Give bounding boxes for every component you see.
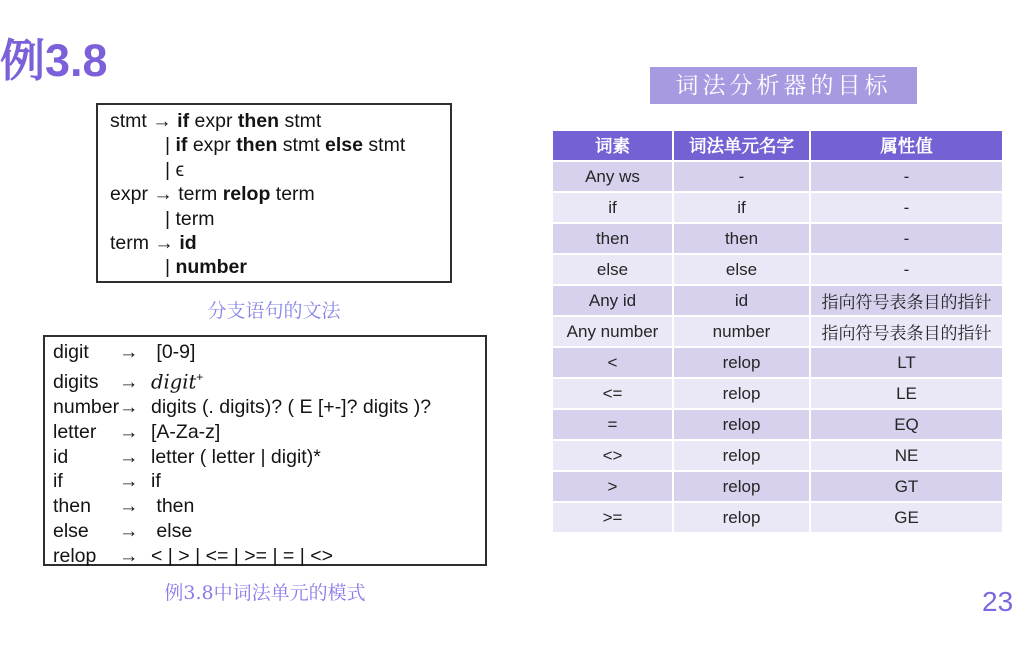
arrow-glyph: → xyxy=(119,470,139,493)
table-cell: relop xyxy=(674,472,809,501)
text-segment: then xyxy=(236,134,278,157)
grammar-production-line xyxy=(110,255,450,279)
table-cell: - xyxy=(811,162,1002,191)
text-segment: stmt xyxy=(362,134,406,157)
table-cell: 指向符号表条目的指针 xyxy=(811,317,1002,346)
token-name: if xyxy=(53,470,63,493)
text-segment: + xyxy=(196,369,204,384)
table-row xyxy=(553,193,1002,222)
pattern-rule-line xyxy=(53,365,485,395)
table-body xyxy=(553,162,1002,532)
table-row xyxy=(553,162,1002,191)
table-cell: = xyxy=(553,410,672,439)
token-name: digit xyxy=(53,341,89,363)
text-segment: number xyxy=(175,256,247,279)
token-name: id xyxy=(53,445,69,468)
text-segment: expr → term xyxy=(110,183,223,206)
table-cell: EQ xyxy=(811,410,1002,439)
table-row xyxy=(553,379,1002,408)
table-row xyxy=(553,472,1002,501)
table-cell: GT xyxy=(811,472,1002,501)
pattern-rule-line xyxy=(53,445,485,470)
token-name: letter xyxy=(53,420,97,443)
table-cell: - xyxy=(811,255,1002,284)
table-cell: <= xyxy=(553,379,672,408)
table-cell: - xyxy=(811,193,1002,222)
text-segment: < | > | <= | >= | = | <> xyxy=(151,544,333,567)
pattern-rule-line xyxy=(53,519,485,544)
table-cell: >= xyxy=(553,503,672,532)
grammar-production-line xyxy=(110,133,450,157)
table-cell: LE xyxy=(811,379,1002,408)
table-cell: else xyxy=(674,255,809,284)
arrow-glyph: → xyxy=(119,396,139,419)
text-segment: digit xyxy=(151,370,197,394)
grammar-production-line xyxy=(110,109,450,133)
table-head xyxy=(553,131,1002,160)
arrow-glyph: → xyxy=(119,445,139,468)
text-segment: | ϵ xyxy=(165,158,185,181)
token-name: else xyxy=(53,520,89,543)
table-row xyxy=(553,255,1002,284)
text-segment: else xyxy=(325,134,363,157)
text-segment: stmt xyxy=(279,110,322,132)
table-cell: then xyxy=(553,224,672,253)
table-row xyxy=(553,410,1002,439)
token-name: number xyxy=(53,396,120,419)
table-cell: LT xyxy=(811,348,1002,377)
pattern-box xyxy=(43,335,487,566)
table-cell: < xyxy=(553,348,672,377)
table-cell: relop xyxy=(674,379,809,408)
arrow-glyph: → xyxy=(119,520,139,543)
pattern-rule-line xyxy=(53,469,485,494)
pattern-rule-line xyxy=(53,494,485,519)
text-segment: if xyxy=(175,134,188,157)
table-cell: - xyxy=(674,162,809,191)
table-cell: if xyxy=(553,193,672,222)
table-cell: if xyxy=(674,193,809,222)
arrow-glyph: → xyxy=(119,420,139,443)
text-segment: if xyxy=(151,470,161,493)
text-segment: term xyxy=(270,183,315,206)
table-cell: relop xyxy=(674,503,809,532)
lexer-goal-table xyxy=(551,129,1004,534)
table-cell: Any ws xyxy=(553,162,672,191)
text-segment: term → xyxy=(110,232,180,255)
grammar-production-line xyxy=(110,231,450,255)
table-cell: Any id xyxy=(553,286,672,315)
table-cell: <> xyxy=(553,441,672,470)
table-cell: relop xyxy=(674,441,809,470)
table-cell: > xyxy=(553,472,672,501)
table-cell: number xyxy=(674,317,809,346)
token-name: then xyxy=(53,495,91,518)
table-row xyxy=(553,503,1002,532)
token-name: relop xyxy=(53,544,97,567)
pattern-rule-line xyxy=(53,395,485,420)
table-cell: then xyxy=(674,224,809,253)
text-segment: id xyxy=(179,232,197,255)
table-cell: relop xyxy=(674,348,809,377)
pattern-box-caption: 例3.8中词法单元的模式 xyxy=(164,582,366,604)
text-segment: expr xyxy=(187,134,237,157)
table-row xyxy=(553,348,1002,377)
table-header-cell: 属性值 xyxy=(811,131,1002,160)
grammar-production-line xyxy=(110,182,450,206)
table-cell: - xyxy=(811,224,1002,253)
text-segment: if xyxy=(177,110,190,132)
text-segment: | term xyxy=(165,207,215,230)
table-row xyxy=(553,441,1002,470)
arrow-glyph: → xyxy=(119,371,139,394)
table-row xyxy=(553,224,1002,253)
text-segment: | xyxy=(165,256,176,279)
table-cell: id xyxy=(674,286,809,315)
arrow-glyph: → xyxy=(119,341,139,363)
text-segment: [A-Za-z] xyxy=(151,420,221,443)
pattern-rule-line xyxy=(53,340,485,365)
text-segment: else xyxy=(151,520,193,543)
grammar-production-line xyxy=(110,207,450,231)
arrow-glyph: → xyxy=(119,495,139,518)
table-cell: NE xyxy=(811,441,1002,470)
arrow-glyph: → xyxy=(119,544,139,567)
table-header-row xyxy=(553,131,1002,160)
table-cell: else xyxy=(553,255,672,284)
section-title-banner: 词法分析器的目标 xyxy=(650,67,917,104)
page-title: 例3.8 xyxy=(0,35,108,86)
grammar-box xyxy=(96,103,452,283)
table-cell: 指向符号表条目的指针 xyxy=(811,286,1002,315)
text-segment: relop xyxy=(222,183,271,206)
pattern-rule-line xyxy=(53,544,485,569)
text-segment: stmt → xyxy=(110,110,178,132)
table-header-cell: 词素 xyxy=(553,131,672,160)
table-header-cell: 词法单元名字 xyxy=(674,131,809,160)
table-row xyxy=(553,286,1002,315)
page-number: 23 xyxy=(982,586,1014,617)
text-segment: letter ( letter | digit)* xyxy=(151,445,321,468)
table-cell: GE xyxy=(811,503,1002,532)
text-segment: then xyxy=(151,495,195,518)
token-name: digits xyxy=(53,371,99,394)
text-segment: stmt xyxy=(277,134,326,157)
text-segment: then xyxy=(237,110,280,132)
table-cell: relop xyxy=(674,410,809,439)
text-segment: digits (. digits)? ( E [+-]? digits )? xyxy=(151,396,432,419)
text-segment: [0-9] xyxy=(151,341,196,363)
pattern-rule-line xyxy=(53,420,485,445)
table-cell: Any number xyxy=(553,317,672,346)
table-row xyxy=(553,317,1002,346)
text-segment: | xyxy=(165,134,176,157)
grammar-production-line xyxy=(110,158,450,182)
grammar-box-caption: 分支语句的文法 xyxy=(207,300,341,322)
text-segment: expr xyxy=(189,110,238,132)
